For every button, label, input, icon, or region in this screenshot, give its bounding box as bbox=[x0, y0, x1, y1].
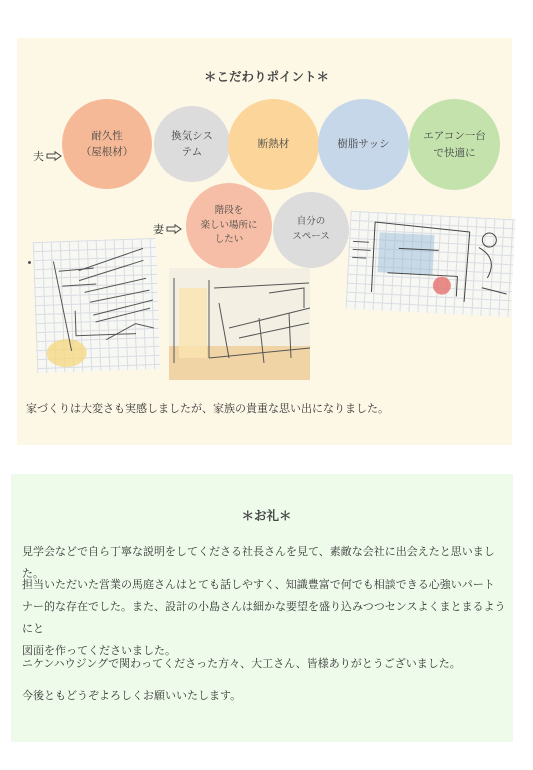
circle-ventilation-line2: テム bbox=[181, 146, 203, 158]
thanks-paragraph-4 bbox=[22, 685, 507, 707]
thanks-line: 今後ともどうぞよろしくお願いいたします。 bbox=[22, 689, 242, 702]
circle-own-space bbox=[273, 192, 349, 268]
circle-aircon-line2: で快適に bbox=[433, 146, 476, 159]
circle-durability-line1: 耐久性 bbox=[91, 129, 123, 142]
bullet-dot bbox=[28, 261, 31, 264]
arrow-right-icon bbox=[166, 224, 182, 234]
circle-stairs-line1: 階段を bbox=[214, 204, 244, 216]
circle-durability bbox=[62, 99, 152, 189]
thanks-paragraph-2 bbox=[22, 574, 507, 662]
interior-sketch bbox=[169, 268, 310, 380]
thanks-line: 担当いただいた営業の馬庭さんはとても話しやすく、知識豊富で何でも相談できる心強いパート bbox=[22, 578, 495, 591]
circle-own-space-line2: スペース bbox=[292, 231, 330, 242]
thanks-line: 見学会などで自ら丁寧な説明をしてくださる社長さんを見て、素敵な会社に出会えたと思いました。 bbox=[22, 545, 495, 580]
circle-insulation bbox=[228, 99, 319, 190]
thanks-title: ＊お礼＊ bbox=[241, 508, 292, 523]
circle-ventilation bbox=[154, 106, 230, 182]
wife-label: 妻 bbox=[153, 223, 164, 236]
room-sketch bbox=[346, 211, 516, 318]
circle-resin-sash-line1: 樹脂サッシ bbox=[337, 138, 390, 151]
thanks-line: ナー的な存在でした。また、設計の小島さんは細かな要望を盛り込みつつセンスよくまとまるようにと bbox=[22, 600, 506, 635]
circle-stairs-line3: したい bbox=[214, 234, 244, 246]
husband-label: 夫 bbox=[33, 150, 44, 163]
circle-insulation-line1: 断熱材 bbox=[257, 138, 290, 151]
circle-durability-line2: （屋根材） bbox=[80, 146, 134, 158]
circle-aircon bbox=[409, 99, 500, 190]
circle-stairs bbox=[186, 183, 272, 269]
points-title: ＊こだわりポイント＊ bbox=[203, 69, 329, 84]
thanks-line: 図面を作ってくださいました。 bbox=[22, 644, 176, 657]
circle-ventilation-line1: 換気シス bbox=[171, 129, 213, 142]
thanks-line: ニケンハウジングで関わってくださった方々、大工さん、皆様ありがとうございました。 bbox=[22, 657, 461, 670]
points-caption: 家づくりは大変さも実感しましたが、家族の貴重な思い出になりました。 bbox=[26, 402, 389, 415]
circle-resin-sash bbox=[318, 99, 409, 190]
thanks-paragraph-3 bbox=[22, 653, 507, 675]
circle-aircon-line1: エアコン一台 bbox=[423, 130, 486, 143]
staircase-sketch bbox=[33, 238, 160, 373]
circle-stairs-line2: 楽しい場所に bbox=[200, 219, 258, 231]
arrow-right-icon bbox=[46, 151, 62, 161]
circle-own-space-line1: 自分の bbox=[296, 216, 326, 228]
